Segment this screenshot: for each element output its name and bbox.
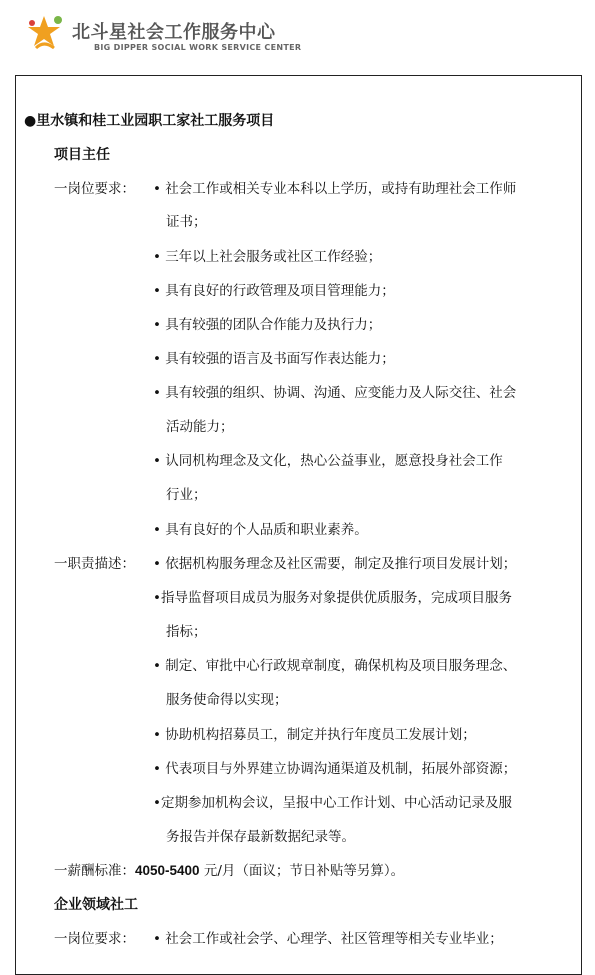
requirement-item: • 具有较强的组织、协调、沟通、应变能力及人际交往、社会 xyxy=(153,385,517,401)
duty-item: • 代表项目与外界建立协调沟通渠道及机制，拓展外部资源； xyxy=(153,761,517,777)
requirement-item: • 具有良好的行政管理及项目管理能力； xyxy=(153,283,395,299)
requirement-item: • 三年以上社会服务或社区工作经验； xyxy=(153,249,382,265)
logo-mark-icon xyxy=(24,14,68,54)
salary-line xyxy=(54,861,404,881)
duties-label: 一职责描述： xyxy=(54,556,135,572)
requirements-label: 一岗位要求： xyxy=(54,181,135,197)
requirements-label: 一岗位要求： xyxy=(54,931,135,947)
duty-item-continued: 服务使命得以实现； xyxy=(166,692,288,708)
logo-english-name: BIG DIPPER SOCIAL WORK SERVICE CENTER xyxy=(94,43,302,52)
requirement-item-continued: 活动能力； xyxy=(166,419,234,435)
duty-item: •定期参加机构会议，呈报中心工作计划、中心活动记录及服 xyxy=(153,795,512,811)
role-title-project-director: 项目主任 xyxy=(54,147,110,163)
requirement-item: • 具有较强的语言及书面写作表达能力； xyxy=(153,351,395,367)
document-box xyxy=(15,75,582,975)
duty-item: • 协助机构招募员工，制定并执行年度员工发展计划； xyxy=(153,727,476,743)
salary-range: 4050-5400 xyxy=(135,863,200,878)
role-title-enterprise-social-worker: 企业领域社工 xyxy=(54,897,138,913)
logo-chinese-name: 北斗星社会工作服务中心 xyxy=(72,22,276,43)
salary-note: 元/月（面议；节日补贴等另算）。 xyxy=(199,863,405,879)
project-title: ●里水镇和桂工业园职工家社工服务项目 xyxy=(24,113,275,129)
requirement-item-continued: 证书； xyxy=(166,214,207,230)
requirement-item: • 认同机构理念及文化，热心公益事业，愿意投身社会工作 xyxy=(153,453,503,469)
duty-item-continued: 指标； xyxy=(166,624,207,640)
duty-item-continued: 务报告并保存最新数据纪录等。 xyxy=(166,829,355,845)
requirement-item: • 社会工作或社会学、心理学、社区管理等相关专业毕业； xyxy=(153,931,503,947)
duty-item: • 制定、审批中心行政规章制度，确保机构及项目服务理念、 xyxy=(153,658,517,674)
requirement-item: • 具有较强的团队合作能力及执行力； xyxy=(153,317,382,333)
requirement-item-continued: 行业； xyxy=(166,487,207,503)
requirement-item: • 社会工作或相关专业本科以上学历，或持有助理社会工作师 xyxy=(153,181,517,197)
duty-item: •指导监督项目成员为服务对象提供优质服务，完成项目服务 xyxy=(153,590,512,606)
salary-label: 一薪酬标准： xyxy=(54,863,135,879)
duty-item: • 依据机构服务理念及社区需要，制定及推行项目发展计划； xyxy=(153,556,517,572)
requirement-item: • 具有良好的个人品质和职业素养。 xyxy=(153,522,368,538)
